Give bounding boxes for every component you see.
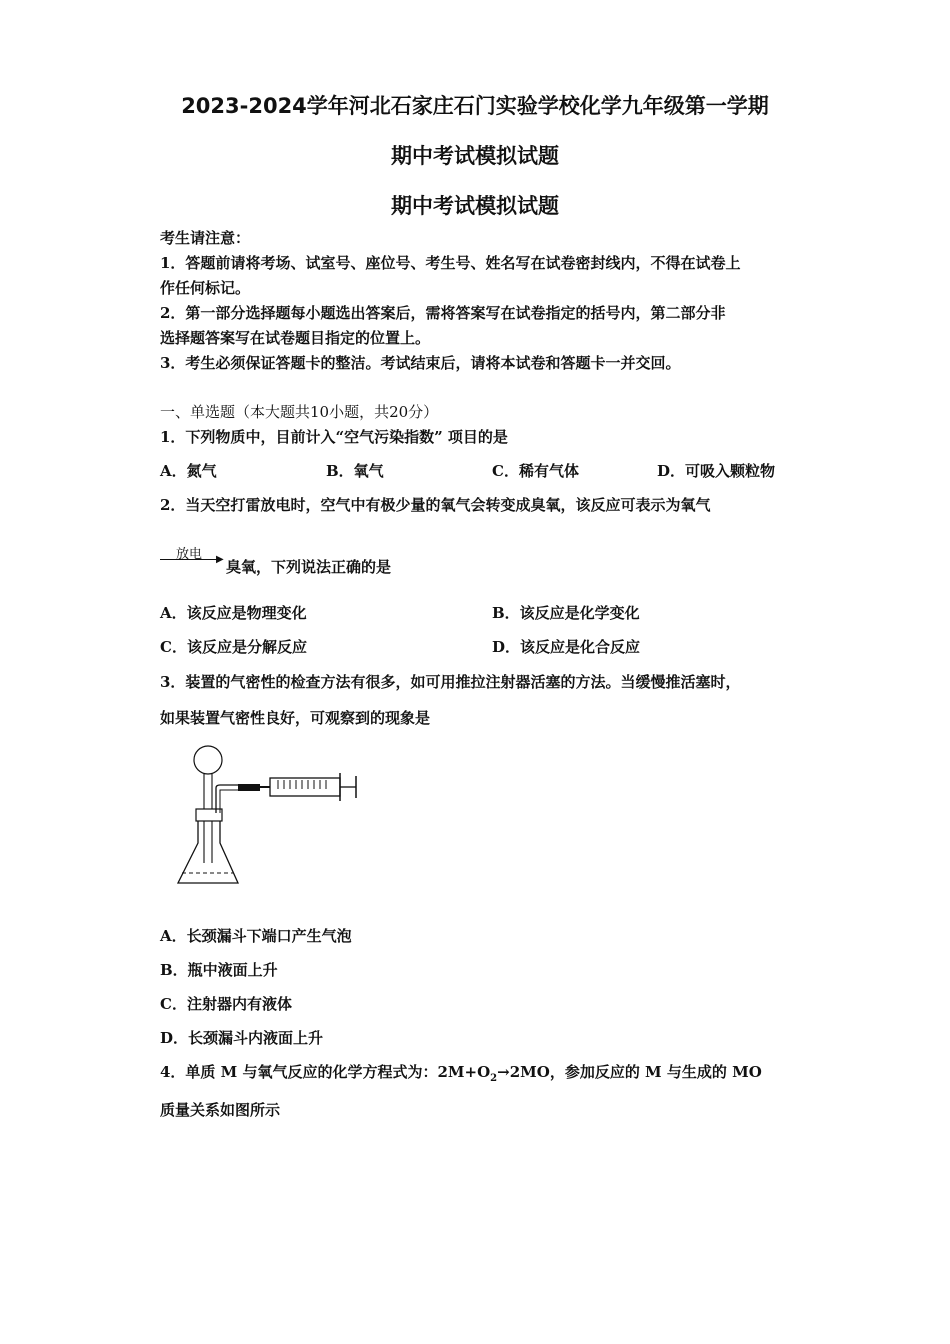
q2-option-c[interactable]: C．该反应是分解反应 — [160, 638, 307, 656]
q3-option-d[interactable]: D．长颈漏斗内液面上升 — [160, 1029, 324, 1047]
syringe-barrel — [270, 778, 340, 796]
rubber-connector — [238, 784, 260, 791]
exam-title-line1: 2023-2024学年河北石家庄石门实验学校化学九年级第一学期 — [181, 94, 769, 118]
q4-stem-part1: 4．单质 M 与氧气反应的化学方程式为：2M+O — [160, 1063, 491, 1081]
q3-option-c[interactable]: C．注射器内有液体 — [160, 995, 292, 1013]
q3-option-a[interactable]: A．长颈漏斗下端口产生气泡 — [160, 927, 352, 945]
q4-stem-subscript: 2 — [490, 1073, 498, 1084]
q3-stem-line2: 如果装置气密性良好，可观察到的现象是 — [160, 709, 431, 727]
funnel-bulb — [194, 746, 222, 774]
rubber-stopper — [196, 809, 222, 821]
q1-option-c[interactable]: C．稀有气体 — [492, 462, 579, 480]
notice-line: 选择题答案写在试卷题目指定的位置上。 — [160, 329, 431, 347]
notice-heading: 考生请注意： — [160, 229, 251, 247]
exam-title-line2: 期中考试模拟试题 — [391, 144, 559, 168]
notice-line: 2．第一部分选择题每小题选出答案后，需将答案写在试卷指定的括号内，第二部分非 — [160, 304, 726, 322]
airtightness-apparatus-figure — [170, 743, 370, 893]
q1-option-d[interactable]: D．可吸入颗粒物 — [657, 462, 776, 480]
q1-option-a[interactable]: A．氮气 — [160, 462, 217, 480]
delivery-tube-inner — [220, 790, 240, 813]
notice-line: 3．考生必须保证答题卡的整洁。考试结束后，请将本试卷和答题卡一并交回。 — [160, 354, 681, 372]
q2-option-a[interactable]: A．该反应是物理变化 — [160, 604, 307, 622]
arrow-shaft — [160, 559, 220, 560]
notice-line: 1．答题前请将考场、试室号、座位号、考生号、姓名写在试卷密封线内，不得在试卷上 — [160, 254, 741, 272]
notice-line: 作任何标记。 — [160, 279, 251, 297]
arrow-label: 放电 — [176, 547, 203, 562]
arrow-head-icon: ▶ — [216, 554, 224, 565]
section-heading: 一、单选题（本大题共10小题，共20分） — [160, 403, 439, 421]
q4-stem-line2: 质量关系如图所示 — [160, 1101, 281, 1119]
q2-stem-line2: 臭氧，下列说法正确的是 — [226, 558, 392, 576]
q1-option-b[interactable]: B．氧气 — [326, 462, 384, 480]
q3-stem-line1: 3．装置的气密性的检查方法有很多，如可用推拉注射器活塞的方法。当缓慢推活塞时， — [160, 673, 741, 691]
q2-option-b[interactable]: B．该反应是化学变化 — [492, 604, 640, 622]
exam-title-line3: 期中考试模拟试题 — [391, 194, 559, 218]
q4-stem-line1 — [160, 1062, 762, 1089]
q1-stem: 1．下列物质中，目前计入“空气污染指数” 项目的是 — [160, 428, 508, 446]
conical-flask — [178, 813, 238, 883]
q2-stem-line1: 2．当天空打雷放电时，空气中有极少量的氧气会转变成臭氧，该反应可表示为氧气 — [160, 496, 711, 514]
q2-option-d[interactable]: D．该反应是化合反应 — [492, 638, 641, 656]
q3-option-b[interactable]: B．瓶中液面上升 — [160, 961, 278, 979]
reaction-arrow — [160, 543, 224, 567]
q4-stem-part2: →2MO，参加反应的 M 与生成的 MO — [497, 1063, 762, 1081]
